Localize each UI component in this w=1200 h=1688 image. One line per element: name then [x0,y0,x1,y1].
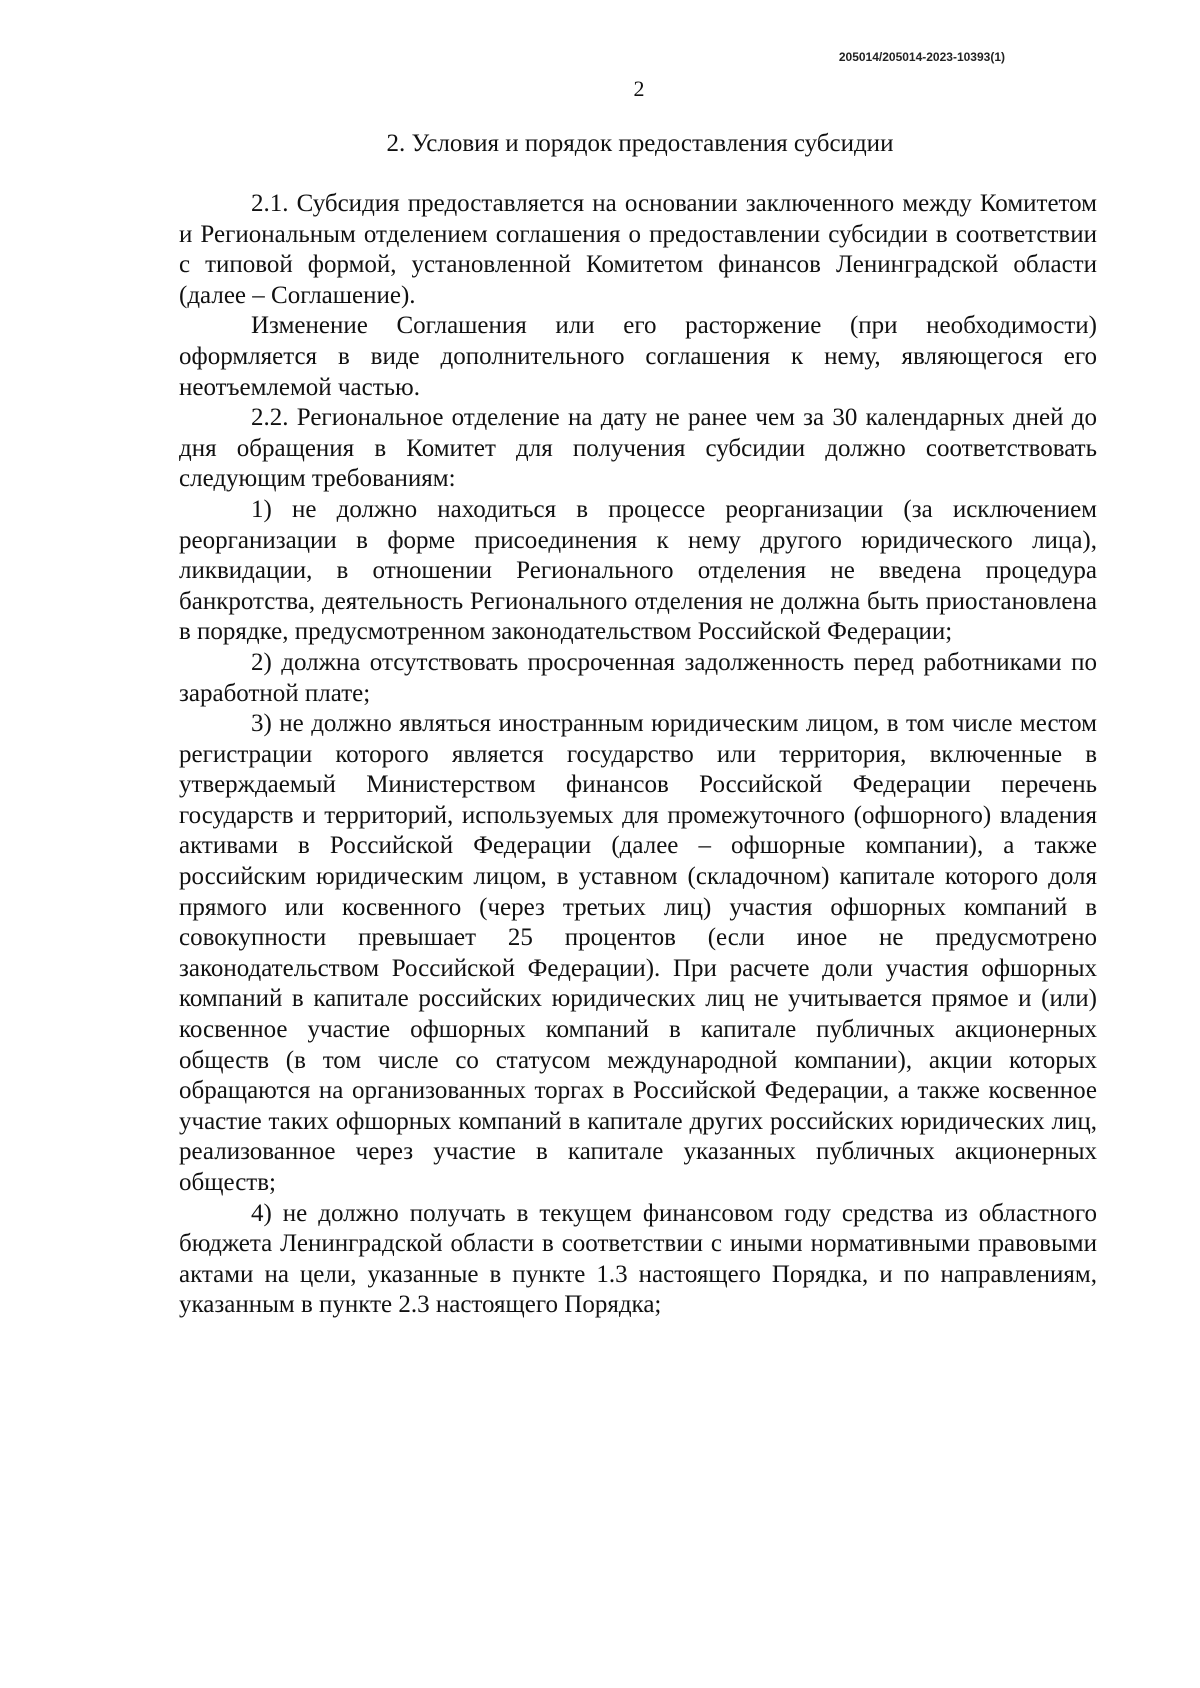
requirement-2: 2) должна отсутствовать просроченная задолженность перед работниками по заработной плате; [179,648,1097,707]
paragraph-2-2: 2.2. Региональное отделение на дату не ранее чем за 30 календарных дней до дня обращения в Комитет для получения субсидии должно соответствовать следующим требованиям: [179,404,1097,493]
requirement-1: 1) не должно находиться в процессе реорганизации (за исключением реорганизации в форме присоединения к нему другого юридического лица), ликвидации, в отношении Регионального отделения не введена процедура банкротства, деятельность Регионального отделения не должна быть приостановлена в порядке, предусмотренном законодательством Российской Федерации; [179,495,1097,646]
requirement-4: 4) не должно получать в текущем финансовом году средства из областного бюджета Ленинградской области в соответствии с иными нормативными правовыми актами на цели, указанные в пункте 1.3 настоящего Порядка, и по направлениям, указанным в пункте 2.3 настоящего Порядка; [179,1199,1097,1319]
requirement-3: 3) не должно являться иностранным юридическим лицом, в том числе местом регистрации которого является государство или территория, включенные в утверждаемый Министерством финансов Российской Федерации перечень государств и территорий, используемых для промежуточного (офшорного) владения активами в Российской Федерации (далее – офшорные компании), а также российским юридическим лицом, в уставном (складочном) капитале которого доля прямого или косвенного (через третьих лиц) участия офшорных компаний в совокупности превышает 25 процентов (если иное не предусмотрено законодательством Российской Федерации). При расчете доли участия офшорных компаний в капитале российских юридических лиц не учитывается прямое и (или) косвенное участие офшорных компаний в капитале публичных акционерных обществ (в том числе со статусом международной компании), акции которых обращаются на организованных торгах в Российской Федерации, а также косвенное участие таких офшорных компаний в капитале других российских юридических лиц, реализованное через участие в капитале указанных публичных акционерных обществ; [179,710,1097,1196]
page-number: 2 [633,76,645,101]
section-title: 2. Условия и порядок предоставления субсидии [386,130,894,157]
paragraph-2-1: 2.1. Субсидия предоставляется на основании заключенного между Комитетом и Региональным отделением соглашения о предоставлении субсидии в соответствии с типовой формой, установленной Комитетом финансов Ленинградской области (далее – Соглашение). [179,190,1097,309]
document-body [179,189,1097,1321]
paragraph-amendment: Изменение Соглашения или его расторжение (при необходимости) оформляется в виде дополнительного соглашения к нему, являющегося его неотъемлемой частью. [179,312,1097,401]
document-id: 205014/205014-2023-10393(1) [838,50,1005,64]
